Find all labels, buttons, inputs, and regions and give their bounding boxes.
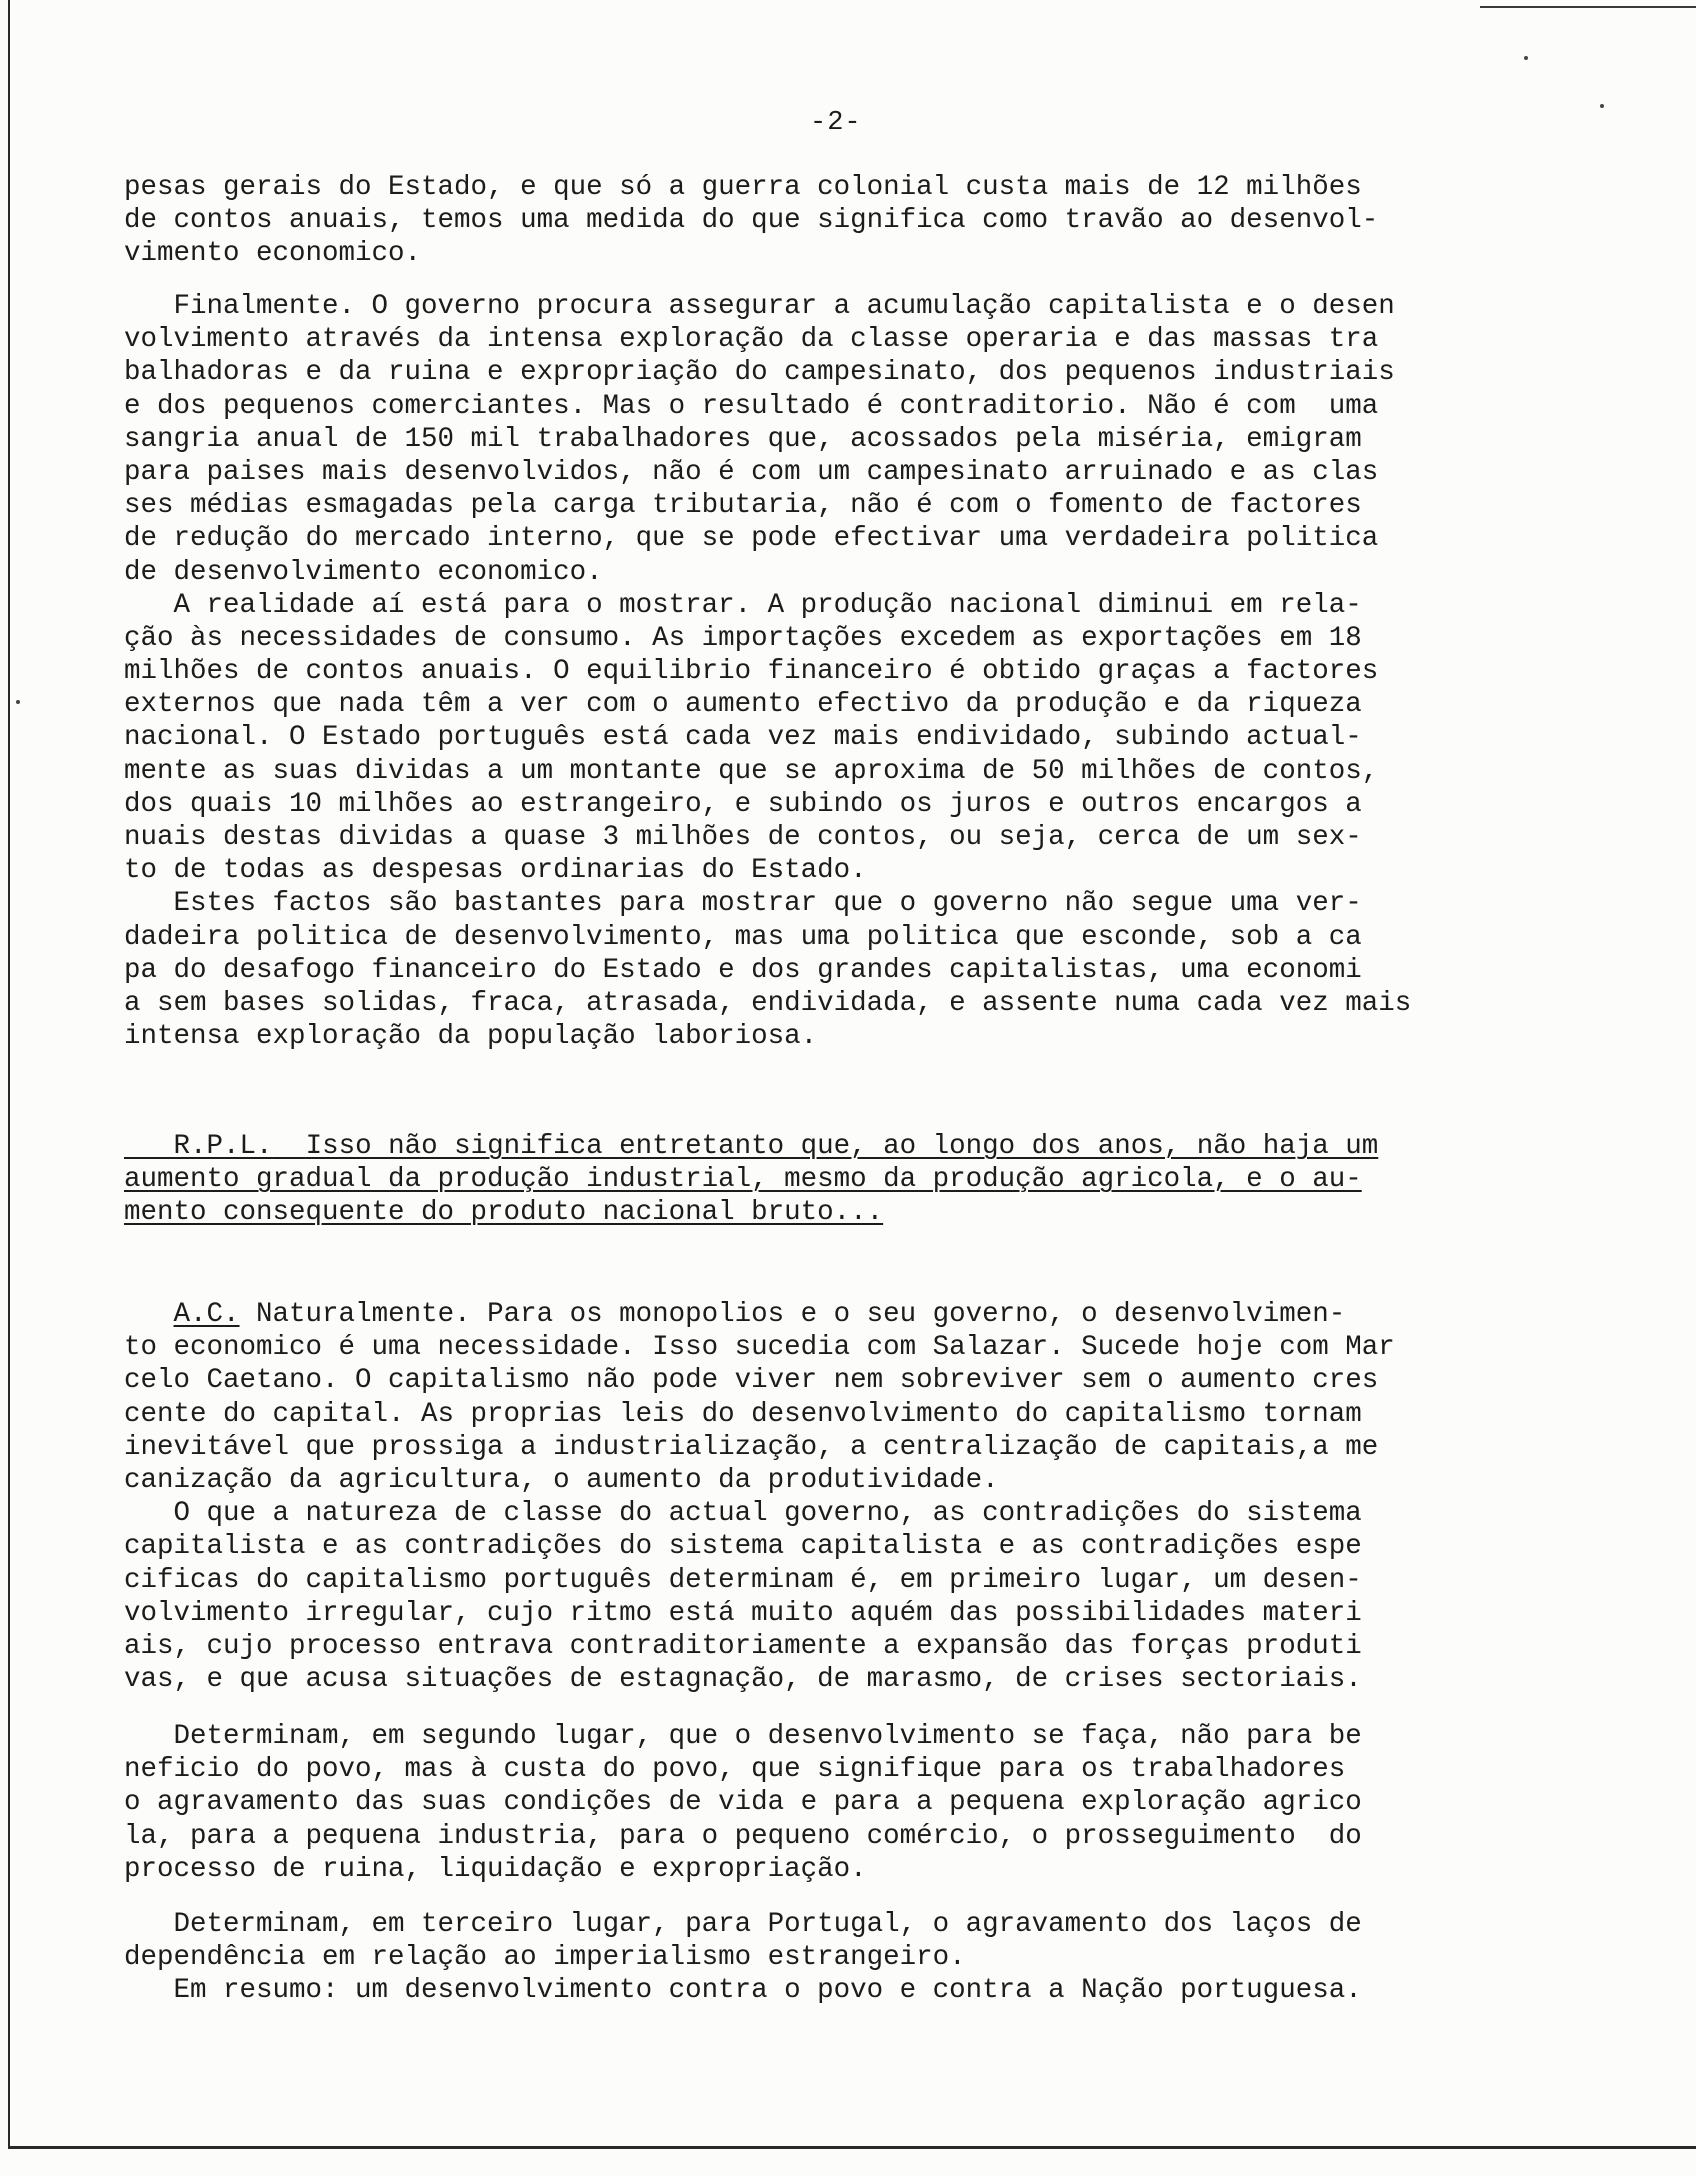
text-line: ses médias esmagadas pela carga tributaria, não é com o fomento de factores xyxy=(124,490,1362,522)
text-line: e dos pequenos comerciantes. Mas o resultado é contraditorio. Não é com uma xyxy=(124,390,1379,422)
text-line: de redução do mercado interno, que se pode efectivar uma verdadeira politica xyxy=(124,523,1379,555)
text-line xyxy=(124,1130,1504,1163)
text-line: capitalista e as contradições do sistema capitalista e as contradições espe xyxy=(124,1531,1362,1563)
text-line: para paises mais desenvolvidos, não é com um campesinato arruinado e as clas xyxy=(124,456,1379,488)
text-line: Em resumo: um desenvolvimento contra o povo e contra a Nação portuguesa. xyxy=(124,1975,1362,2007)
scan-edge-left xyxy=(8,0,10,2148)
text-line: to de todas as despesas ordinarias do Estado. xyxy=(124,855,867,887)
paragraph-segundo-lugar xyxy=(124,1720,1504,1886)
text-line: milhões de contos anuais. O equilibrio financeiro é obtido graças a factores xyxy=(124,656,1379,688)
scan-edge-bottom xyxy=(8,2146,1696,2149)
text-line: Estes factos são bastantes para mostrar que o governo não segue uma ver- xyxy=(124,888,1362,920)
answer-first-line: Naturalmente. Para os monopolios e o seu governo, o desenvolvimen- xyxy=(256,1299,1346,1330)
text-line: vimento economico. xyxy=(124,238,422,270)
scan-edge-top xyxy=(1480,6,1696,8)
text-line: cente do capital. As proprias leis do desenvolvimento do capitalismo tornam xyxy=(124,1398,1362,1430)
text-line: ais, cujo processo entrava contraditoriamente a expansão das forças produti xyxy=(124,1630,1362,1662)
text-line xyxy=(124,1298,1504,1331)
text-line: dos quais 10 milhões ao estrangeiro, e subindo os juros e outros encargos a xyxy=(124,788,1362,820)
text-line: externos que nada têm a ver com o aumento efectivo da produção e da riqueza xyxy=(124,689,1362,721)
text-line: mento consequente do produto nacional bruto... xyxy=(124,1197,884,1229)
scan-speck xyxy=(1524,56,1528,60)
text-line: nacional. O Estado português está cada vez mais endividado, subindo actual- xyxy=(124,722,1362,754)
text-line: ção às necessidades de consumo. As importações excedem as exportações em 18 xyxy=(124,622,1362,654)
speaker-ac: A.C. xyxy=(173,1299,240,1330)
text-line: dependência em relação ao imperialismo estrangeiro. xyxy=(124,1942,966,1974)
text-line: intensa exploração da população laboriosa. xyxy=(124,1021,818,1053)
text-line: sangria anual de 150 mil trabalhadores que, acossados pela miséria, emigram xyxy=(124,423,1362,455)
paragraph-finalmente xyxy=(124,290,1504,1053)
text-line: Finalmente. O governo procura assegurar a acumulação capitalista e o desen xyxy=(124,291,1395,322)
speaker-rpl: R.P.L. xyxy=(173,1131,273,1162)
text-line: inevitável que prossiga a industrialização, a centralização de capitais,a me xyxy=(124,1431,1379,1463)
text-line: o agravamento das suas condições de vida e para a pequena exploração agrico xyxy=(124,1787,1362,1819)
text-line: Determinam, em terceiro lugar, para Portugal, o agravamento dos laços de xyxy=(124,1909,1362,1940)
text-line: celo Caetano. O capitalismo não pode viver nem sobreviver sem o aumento cres xyxy=(124,1365,1379,1397)
text-line: la, para a pequena industria, para o pequeno comércio, o prosseguimento do xyxy=(124,1820,1362,1852)
scan-speck xyxy=(1600,104,1604,108)
text-line: aumento gradual da produção industrial, mesmo da produção agricola, e o au- xyxy=(124,1164,1362,1196)
text-line: vas, e que acusa situações de estagnação, de marasmo, de crises sectoriais. xyxy=(124,1664,1362,1696)
text-line: volvimento através da intensa exploração da classe operaria e das massas tra xyxy=(124,324,1379,356)
scan-speck xyxy=(16,700,20,704)
text-line: mente as suas dividas a um montante que se aproxima de 50 milhões de contos, xyxy=(124,755,1379,787)
text-line: de contos anuais, temos uma medida do que significa como travão ao desenvol- xyxy=(124,205,1379,237)
text-line: O que a natureza de classe do actual governo, as contradições do sistema xyxy=(124,1498,1362,1530)
text-line: Determinam, em segundo lugar, que o desenvolvimento se faça, não para be xyxy=(124,1721,1362,1752)
interview-answer xyxy=(124,1298,1504,1696)
paragraph-terceiro-lugar xyxy=(124,1908,1504,2008)
text-line: pa do desafogo financeiro do Estado e dos grandes capitalistas, uma economi xyxy=(124,954,1362,986)
text-line: dadeira politica de desenvolvimento, mas uma politica que esconde, sob a ca xyxy=(124,921,1362,953)
paragraph-intro xyxy=(124,171,1504,271)
text-line: cificas do capitalismo português determinam é, em primeiro lugar, um desen- xyxy=(124,1564,1362,1596)
text-line: balhadoras e da ruina e expropriação do campesinato, dos pequenos industriais xyxy=(124,357,1395,389)
question-text: Isso não significa entretanto que, ao longo dos anos, não haja um xyxy=(305,1131,1379,1162)
text-line: nuais destas dividas a quase 3 milhões de contos, ou seja, cerca de um sex- xyxy=(124,822,1362,853)
text-line: a sem bases solidas, fraca, atrasada, endividada, e assente numa cada vez mais xyxy=(124,987,1412,1019)
page-number: -2- xyxy=(810,108,862,138)
text-line: processo de ruina, liquidação e expropriação. xyxy=(124,1853,867,1885)
text-line: pesas gerais do Estado, e que só a guerra colonial custa mais de 12 milhões xyxy=(124,172,1362,203)
text-line: de desenvolvimento economico. xyxy=(124,556,603,588)
text-line: volvimento irregular, cujo ritmo está muito aquém das possibilidades materi xyxy=(124,1597,1362,1629)
interview-question xyxy=(124,1130,1504,1230)
text-line: to economico é uma necessidade. Isso sucedia com Salazar. Sucede hoje com Mar xyxy=(124,1332,1395,1364)
text-line: neficio do povo, mas à custa do povo, que signifique para os trabalhadores xyxy=(124,1754,1346,1786)
text-line: A realidade aí está para o mostrar. A produção nacional diminui em rela- xyxy=(124,589,1362,621)
text-line: canização da agricultura, o aumento da produtividade. xyxy=(124,1464,999,1496)
